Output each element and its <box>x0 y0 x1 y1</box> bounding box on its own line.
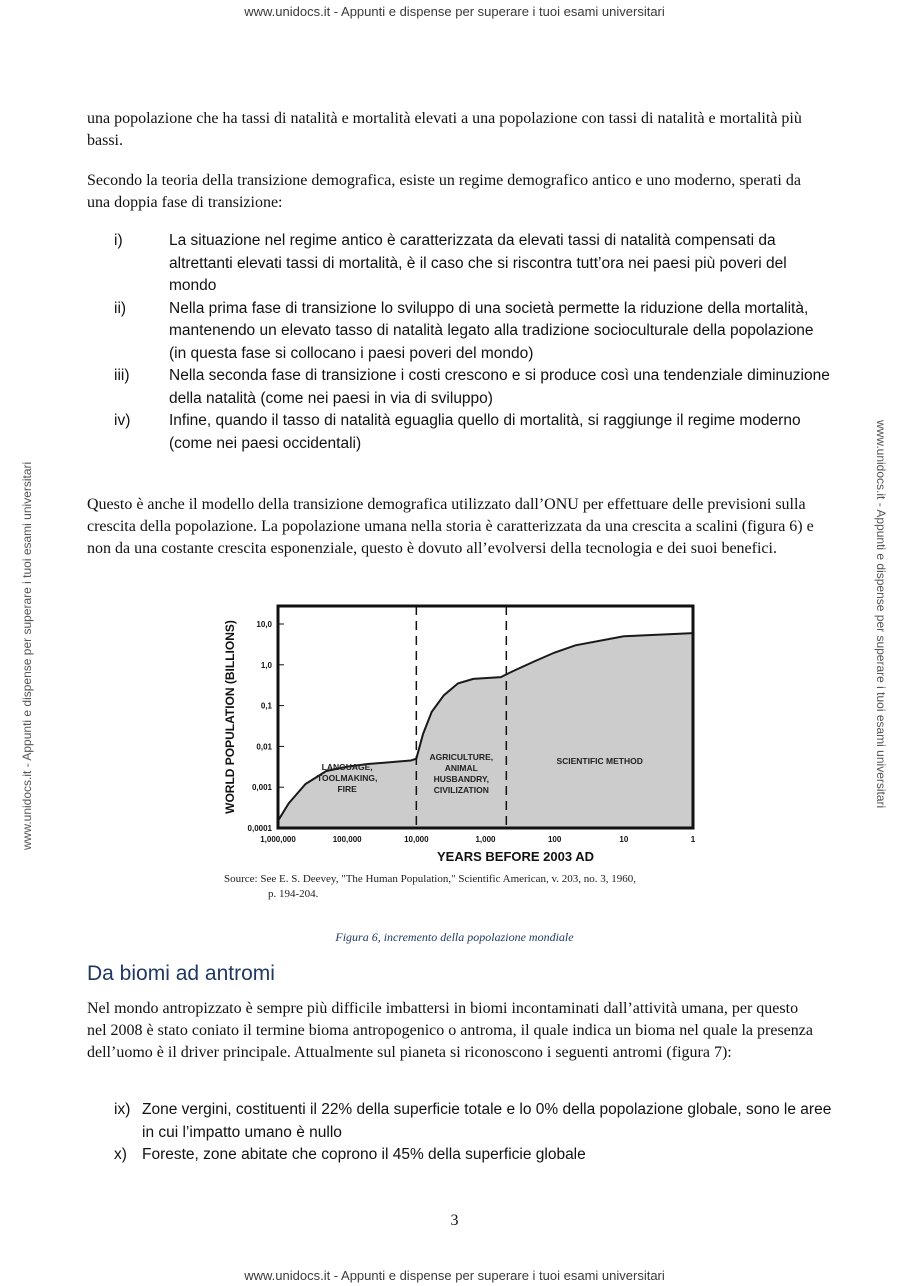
y-tick-label: 0,01 <box>256 742 272 752</box>
section-heading: Da biomi ad antromi <box>87 962 275 985</box>
list-item <box>114 1099 834 1144</box>
paragraph-transition-theory: Secondo la teoria della transizione demografica, esiste un regime demografico antico e uno moderno, sperati da una doppia fase di transizione: <box>87 172 801 211</box>
list-item-number: ii) <box>114 299 127 317</box>
y-axis-label: WORLD POPULATION (BILLIONS) <box>223 620 237 814</box>
list-item <box>114 1144 834 1167</box>
figure-source-line-2: p. 194-204. <box>268 888 319 900</box>
watermark-side-left: www.unidocs.it - Appunti e dispense per superare i tuoi esami universitari <box>20 461 34 850</box>
list-item <box>114 410 834 455</box>
list-item-text: Zone vergini, costituenti il 22% della superficie totale e lo 0% della popolazione globale, sono le aree in cui l’impatto umano è nullo <box>142 1101 832 1141</box>
list-item <box>114 365 834 410</box>
list-item-number: iv) <box>114 412 131 429</box>
paragraph-onu-model: Questo è anche il modello della transizione demografica utilizzato dall’ONU per effettuare delle previsioni sulla crescita della popolazione. La popolazione umana nella storia è caratterizzata da una crescita a scalini (figura 6) e non da una costante crescita esponenziale, questo è dovuto all’evolversi della tecnologia e dei suoi benefici. <box>87 496 814 557</box>
x-tick-label: 10,000 <box>404 835 429 844</box>
era-label: HUSBANDRY, <box>433 774 490 784</box>
list-item-number: x) <box>114 1146 127 1163</box>
y-tick-label: 0,001 <box>251 783 272 793</box>
y-tick-label: 0,1 <box>260 701 272 711</box>
era-label: LANGUAGE, <box>321 762 373 772</box>
transition-phases-list <box>114 230 834 455</box>
era-label: SCIENTIFIC METHOD <box>556 756 643 766</box>
list-item-text: Infine, quando il tasso di natalità eguaglia quello di mortalità, si raggiunge il regime moderno (come nei paesi occidentali) <box>169 412 801 452</box>
population-figure <box>218 600 698 900</box>
era-label: FIRE <box>337 784 357 794</box>
y-tick-label: 1,0 <box>260 660 272 670</box>
list-item <box>114 298 834 366</box>
population-chart <box>218 600 698 900</box>
x-tick-label: 100,000 <box>332 835 362 844</box>
paragraph-intro: una popolazione che ha tassi di natalità e mortalità elevati a una popolazione con tassi di natalità e mortalità più bassi. <box>87 110 802 149</box>
list-item-text: Nella prima fase di transizione lo sviluppo di una società permette la riduzione della mortalità, mantenendo un elevato tasso di natalità legato alla tradizione socioculturale della popolazione (in questa fase si collocano i paesi poveri del mondo) <box>169 299 814 362</box>
x-tick-label: 10 <box>619 835 629 844</box>
x-tick-label: 1,000 <box>475 835 496 844</box>
x-tick-label: 1,000,000 <box>260 835 296 844</box>
list-item-text: Nella seconda fase di transizione i costi crescono e si produce così una tendenziale diminuzione della natalità (come nei paesi in via di sviluppo) <box>169 367 830 407</box>
era-label: CIVILIZATION <box>433 785 489 795</box>
paragraph-anthromes: Nel mondo antropizzato è sempre più difficile imbattersi in biomi incontaminati dall’attività umana, per questo nel 2008 è stato coniato il termine bioma antropogenico o antroma, il quale indica un bioma nel quale la presenza dell’uomo è il driver principale. Attualmente sul pianeta si riconoscono i seguenti antromi (figura 7): <box>87 1000 813 1061</box>
watermark-top: www.unidocs.it - Appunti e dispense per superare i tuoi esami universitari <box>244 4 665 19</box>
era-label: TOOLMAKING, <box>317 773 378 783</box>
list-item <box>114 230 834 298</box>
list-item-text: La situazione nel regime antico è caratterizzata da elevati tassi di natalità compensati da altrettanti elevati tassi di mortalità, è il caso che si riscontra tutt’ora nei paesi più poveri del mondo <box>169 232 787 294</box>
figure-caption: Figura 6, incremento della popolazione mondiale <box>335 930 574 944</box>
population-area <box>278 633 693 828</box>
page-number: 3 <box>450 1212 459 1229</box>
figure-source-line-1: Source: See E. S. Deevey, "The Human Population," Scientific American, v. 203, no. 3, 1960, <box>224 873 637 885</box>
anthromes-list <box>114 1099 834 1167</box>
watermark-side-right: www.unidocs.it - Appunti e dispense per superare i tuoi esami universitari <box>874 420 888 809</box>
era-label: ANIMAL <box>444 763 478 773</box>
list-item-number: i) <box>114 232 123 249</box>
y-tick-label: 0,0001 <box>247 824 272 833</box>
x-tick-label: 1 <box>690 835 696 844</box>
x-tick-label: 100 <box>547 835 562 844</box>
list-item-number: iii) <box>114 367 130 384</box>
x-axis-label: YEARS BEFORE 2003 AD <box>436 849 595 864</box>
era-label: AGRICULTURE, <box>429 752 494 762</box>
y-tick-label: 10,0 <box>256 620 272 629</box>
list-item-text: Foreste, zone abitate che coprono il 45% della superficie globale <box>142 1146 586 1163</box>
list-item-number: ix) <box>114 1101 131 1118</box>
watermark-bottom: www.unidocs.it - Appunti e dispense per superare i tuoi esami universitari <box>244 1268 665 1283</box>
